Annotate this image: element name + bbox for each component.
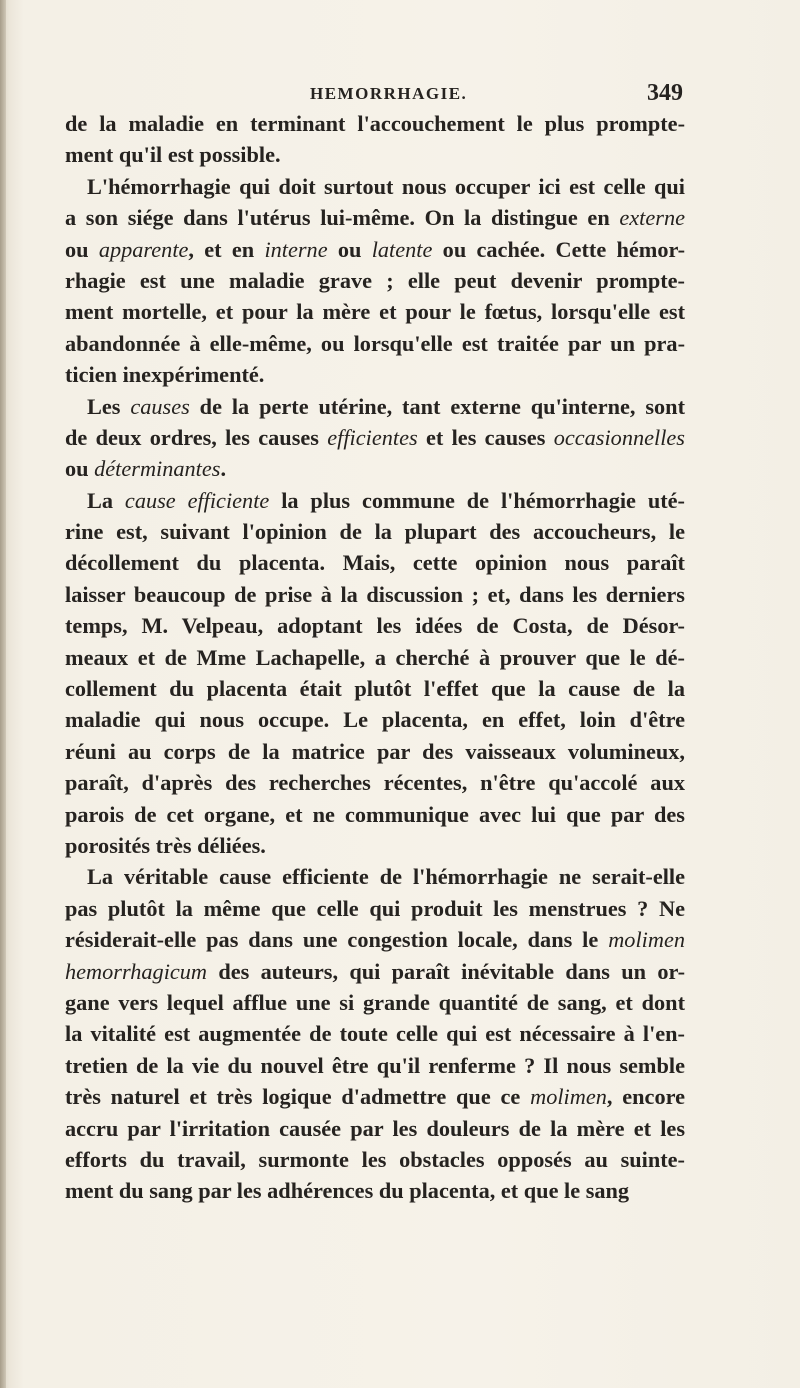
text-line bbox=[65, 139, 685, 170]
text-line bbox=[65, 610, 685, 641]
italic-text-run: déterminantes bbox=[94, 456, 221, 482]
text-line bbox=[65, 642, 685, 673]
text-run: ou bbox=[65, 456, 95, 482]
text-line bbox=[65, 987, 685, 1018]
text-run: la plus commune de l'hémorrhagie uté- bbox=[269, 487, 685, 513]
text-run: meaux et de Mme Lachapelle, a cherché à prouver que le dé- bbox=[65, 644, 685, 670]
text-line bbox=[65, 171, 685, 202]
text-line bbox=[65, 673, 685, 704]
text-run: de la maladie en terminant l'accouchement le plus prompte- bbox=[65, 111, 685, 136]
text-line bbox=[65, 799, 685, 830]
italic-text-run: interne bbox=[264, 236, 328, 262]
page-number: 349 bbox=[647, 80, 683, 106]
text-run: ou cachée. Cette hémor- bbox=[432, 236, 686, 262]
italic-text-run: apparente bbox=[98, 236, 189, 262]
italic-text-run: molimen bbox=[530, 1084, 607, 1110]
text-line bbox=[65, 1081, 685, 1112]
italic-text-run: latente bbox=[371, 236, 433, 262]
text-run: des auteurs, qui paraît inévitable dans un or- bbox=[207, 958, 685, 984]
text-run: réuni au corps de la matrice par des vaisseaux volumineux, bbox=[65, 738, 685, 764]
text-line bbox=[65, 1018, 685, 1049]
text-line bbox=[65, 265, 685, 296]
italic-text-run: efficientes bbox=[327, 424, 418, 450]
text-run: collement du placenta était plutôt l'effet que la cause de la bbox=[65, 676, 685, 702]
text-run: Les bbox=[87, 393, 131, 419]
text-run: et les causes bbox=[417, 424, 554, 450]
text-line bbox=[65, 704, 685, 735]
text-run: abandonnée à elle-même, ou lorsqu'elle est traitée par un pra- bbox=[65, 330, 685, 356]
text-line bbox=[65, 830, 685, 861]
text-line bbox=[65, 516, 685, 547]
text-run: ticien inexpérimenté. bbox=[65, 362, 265, 388]
text-run: très naturel et très logique d'admettre que ce bbox=[65, 1084, 531, 1110]
text-run: pas plutôt la même que celle qui produit les menstrues ? Ne bbox=[65, 895, 685, 921]
body-text bbox=[65, 108, 685, 1207]
text-line bbox=[65, 736, 685, 767]
text-line bbox=[65, 1050, 685, 1081]
text-line bbox=[65, 202, 685, 233]
text-run: de la perte utérine, tant externe qu'interne, sont bbox=[189, 393, 685, 419]
italic-text-run: molimen bbox=[608, 927, 685, 953]
text-line bbox=[65, 924, 685, 955]
page-edge bbox=[0, 0, 6, 1388]
text-run: gane vers lequel afflue une si grande quantité de sang, et dont bbox=[65, 989, 685, 1015]
text-run: porosités très déliées. bbox=[65, 832, 266, 858]
text-run: temps, M. Velpeau, adoptant les idées de Costa, de Désor- bbox=[65, 613, 685, 639]
text-line bbox=[65, 1113, 685, 1144]
text-run: maladie qui nous occupe. Le placenta, en effet, loin d'être bbox=[65, 707, 685, 733]
text-line bbox=[65, 767, 685, 798]
page-header bbox=[65, 80, 685, 110]
text-line bbox=[65, 547, 685, 578]
italic-text-run: occasionnelles bbox=[553, 424, 685, 450]
text-line bbox=[65, 296, 685, 327]
text-line bbox=[65, 861, 685, 892]
text-line bbox=[65, 422, 685, 453]
text-run: résiderait-elle pas dans une congestion locale, dans le bbox=[65, 927, 609, 953]
text-line bbox=[65, 328, 685, 359]
text-run: , encore bbox=[606, 1084, 685, 1110]
italic-text-run: causes bbox=[130, 393, 190, 419]
italic-text-run: cause efficiente bbox=[124, 487, 270, 513]
running-head: HEMORRHAGIE. bbox=[310, 84, 468, 103]
text-run: laisser beaucoup de prise à la discussion ; et, dans les derniers bbox=[65, 581, 685, 607]
text-run: efforts du travail, surmonte les obstacles opposés au suinte- bbox=[65, 1146, 685, 1172]
text-line bbox=[65, 234, 685, 265]
text-run: La bbox=[87, 487, 125, 513]
text-run: ment du sang par les adhérences du placenta, et que le sang bbox=[65, 1178, 630, 1204]
text-run: parois de cet organe, et ne communique avec lui que par des bbox=[65, 801, 685, 827]
text-run: La véritable cause efficiente de l'hémorrhagie ne serait-elle bbox=[87, 864, 685, 890]
text-run: de deux ordres, les causes bbox=[65, 424, 328, 450]
text-run: ou bbox=[327, 236, 372, 262]
text-line bbox=[65, 1175, 685, 1206]
text-run: , et en bbox=[188, 236, 265, 262]
text-run: ment qu'il est possible. bbox=[65, 142, 281, 168]
text-run: décollement du placenta. Mais, cette opinion nous paraît bbox=[65, 550, 685, 576]
text-line bbox=[65, 1144, 685, 1175]
text-line bbox=[65, 956, 685, 987]
italic-text-run: hemorrhagicum bbox=[65, 958, 208, 984]
text-line bbox=[65, 485, 685, 516]
text-line bbox=[65, 108, 685, 139]
text-line bbox=[65, 893, 685, 924]
text-run: rhagie est une maladie grave ; elle peut devenir prompte- bbox=[65, 267, 685, 293]
text-run: paraît, d'après des recherches récentes, n'être qu'accolé aux bbox=[65, 770, 685, 796]
italic-text-run: externe bbox=[619, 205, 685, 231]
text-line bbox=[65, 359, 685, 390]
text-run: L'hémorrhagie qui doit surtout nous occuper ici est celle qui bbox=[87, 173, 685, 199]
text-line bbox=[65, 391, 685, 422]
text-line bbox=[65, 453, 685, 484]
text-line bbox=[65, 579, 685, 610]
text-run: accru par l'irritation causée par les douleurs de la mère et les bbox=[65, 1115, 685, 1141]
text-run: la vitalité est augmentée de toute celle qui est nécessaire à l'en- bbox=[65, 1021, 685, 1047]
text-run: rine est, suivant l'opinion de la plupart des accoucheurs, le bbox=[65, 519, 685, 545]
text-run: tretien de la vie du nouvel être qu'il renferme ? Il nous semble bbox=[65, 1052, 685, 1078]
text-run: ou bbox=[65, 236, 99, 262]
text-run: . bbox=[220, 456, 227, 482]
text-run: ment mortelle, et pour la mère et pour le fœtus, lorsqu'elle est bbox=[65, 299, 685, 325]
text-run: a son siége dans l'utérus lui-même. On la distingue en bbox=[65, 205, 620, 231]
